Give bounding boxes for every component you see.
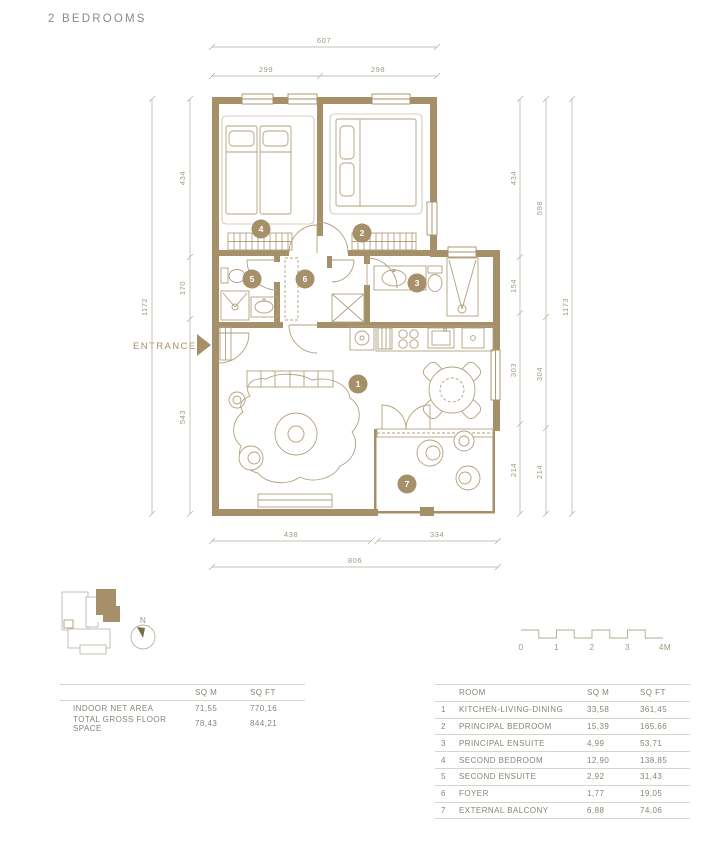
svg-text:434: 434 [178, 170, 187, 186]
north-compass-icon [131, 616, 155, 649]
column-header-sqm: SQ M [195, 688, 218, 697]
worktop-icon [462, 328, 484, 348]
svg-text:3: 3 [414, 278, 420, 288]
bed-icon [226, 126, 257, 214]
room-table [435, 684, 690, 819]
entrance-door-icon [219, 333, 249, 363]
balcony-chair-icon [454, 431, 474, 451]
svg-text:2: 2 [589, 643, 595, 652]
svg-text:1173: 1173 [561, 297, 570, 317]
entrance-arrow-icon [197, 334, 211, 356]
table-row: TOTAL GROSS FLOOR SPACE 78,43 844,21 [73, 714, 278, 733]
svg-text:1172: 1172 [140, 297, 149, 317]
svg-text:806: 806 [347, 556, 363, 565]
summary-table-header [60, 685, 305, 701]
column-header-room: ROOM [459, 688, 486, 698]
svg-text:170: 170 [178, 280, 187, 296]
svg-text:154: 154 [509, 278, 518, 294]
svg-text:4: 4 [258, 224, 264, 234]
oven-icon [378, 328, 392, 349]
door-icon [289, 325, 317, 353]
svg-text:5: 5 [249, 274, 255, 284]
washer-icon [350, 326, 374, 350]
cabinet-icon [220, 327, 231, 360]
bed-icon [336, 119, 416, 206]
closet-icon [285, 258, 298, 320]
shower-icon [447, 258, 478, 316]
armchair-icon [239, 446, 263, 470]
key-plan [62, 589, 120, 654]
svg-text:334: 334 [429, 530, 445, 539]
svg-text:214: 214 [535, 464, 544, 480]
balcony-chair-icon [456, 466, 480, 490]
svg-text:1: 1 [554, 643, 559, 652]
sideboard-icon [258, 494, 332, 507]
window-icon [448, 247, 476, 257]
column-header-sqft: SQ FT [250, 688, 276, 697]
room-marker [353, 224, 372, 243]
svg-text:3: 3 [625, 643, 630, 652]
page-title: 2 BEDROOMS [48, 13, 147, 25]
table-row: 5 SECOND ENSUITE 2,92 31,43 [435, 769, 690, 786]
summary-table [60, 684, 305, 731]
hob-icon [399, 330, 418, 348]
window-icon [372, 94, 410, 104]
entrance-label: ENTRANCE [133, 341, 197, 352]
toilet-icon [221, 268, 245, 283]
door-icon [289, 225, 317, 253]
svg-text:298: 298 [370, 65, 386, 74]
svg-text:1: 1 [355, 379, 361, 389]
svg-text:4M: 4M [658, 643, 672, 652]
balcony-door-icon [382, 405, 430, 429]
scale-bar [519, 630, 672, 652]
dimension-labels [140, 36, 570, 565]
toilet-icon [428, 266, 442, 292]
svg-text:7: 7 [404, 479, 410, 489]
svg-text:6: 6 [302, 274, 308, 284]
kitchen-sink-icon [428, 328, 454, 348]
room-table-header [435, 685, 690, 702]
table-row: 1 KITCHEN-LIVING-DINING 33,58 361,45 [435, 702, 690, 719]
door-icon [332, 260, 354, 282]
room-marker [243, 270, 262, 289]
window-icon [288, 94, 317, 104]
furniture [220, 114, 493, 507]
storage-icon [332, 294, 364, 322]
compass-label: N [139, 616, 147, 625]
column-header-sqft: SQ FT [640, 688, 666, 698]
door-icon [367, 258, 397, 288]
svg-text:2: 2 [359, 228, 365, 238]
table-row: 4 SECOND BEDROOM 12,90 138,85 [435, 752, 690, 769]
table-row: 6 FOYER 1,77 19,05 [435, 786, 690, 803]
svg-text:214: 214 [509, 462, 518, 478]
room-marker [398, 475, 417, 494]
room-marker [408, 274, 427, 293]
table-row: 7 EXTERNAL BALCONY 6,88 74,06 [435, 803, 690, 820]
svg-text:299: 299 [258, 65, 274, 74]
svg-text:0: 0 [518, 643, 524, 652]
room-markers [243, 220, 427, 494]
column-header-sqm: SQ M [587, 688, 610, 698]
svg-text:543: 543 [178, 409, 187, 425]
table-row: 2 PRINCIPAL BEDROOM 15,39 165,66 [435, 719, 690, 736]
table-row: 3 PRINCIPAL ENSUITE 4,99 53,71 [435, 735, 690, 752]
svg-text:304: 304 [535, 366, 544, 382]
window-icon [242, 94, 273, 104]
room-marker [349, 375, 368, 394]
room-marker [252, 220, 271, 239]
svg-text:434: 434 [509, 170, 518, 186]
sink-icon [251, 297, 278, 317]
room-marker [296, 270, 315, 289]
svg-text:607: 607 [316, 36, 332, 45]
shower-icon [221, 291, 249, 320]
balcony-chair-icon [417, 440, 443, 466]
entrance [133, 334, 211, 356]
table-row: INDOOR NET AREA 71,55 770,16 [73, 704, 278, 713]
svg-text:303: 303 [509, 362, 518, 378]
svg-text:438: 438 [283, 530, 299, 539]
bed-icon [260, 126, 291, 214]
window-icon [491, 350, 500, 400]
sliding-door-icon [377, 429, 493, 437]
window-icon [427, 202, 437, 235]
svg-text:598: 598 [535, 200, 544, 216]
